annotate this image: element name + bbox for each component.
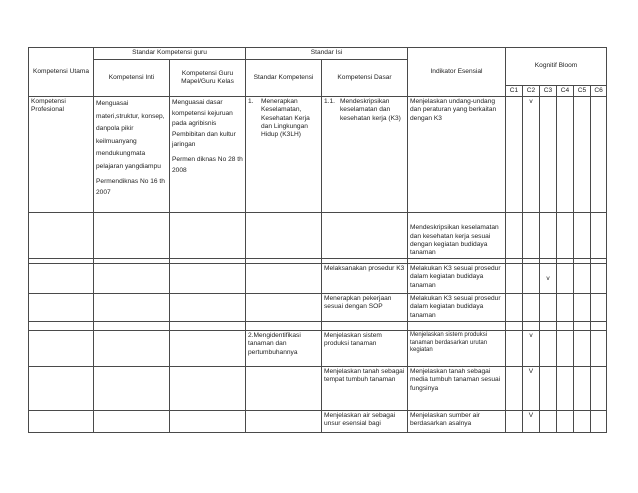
indikator-cell: Melakukan K3 sesuai prosedur dalam kegiatan budidaya tanaman bbox=[408, 294, 506, 322]
c2-check: V bbox=[523, 367, 540, 411]
indikator-cell: Mendeskripsikan keselamatan dan kesehatan kerja sesuai dengan kegiatan budidaya tanaman bbox=[408, 213, 506, 259]
kompetensi-guru-cell bbox=[170, 97, 246, 213]
header-c1: C1 bbox=[506, 86, 523, 97]
kompetensi-dasar-cell: Menjelaskan tanah sebagai tempat tumbuh tanaman bbox=[322, 367, 408, 411]
header-c6: C6 bbox=[591, 86, 607, 97]
kompetensi-inti-ref: Permendiknas No 16 th 2007 bbox=[96, 178, 165, 196]
kompetensi-dasar-text: Mendeskripsikan keselamatan dan kesehatan kerja (K3) bbox=[340, 98, 401, 122]
sk-number: 1. bbox=[248, 98, 254, 106]
kompetensi-inti-text: Menguasai materi,struktur, konsep, danpola pikir keilmuanyang mendukungmata pelajaran yangdiampu bbox=[96, 100, 165, 170]
standar-kompetensi-text: Mengidentifikasi tanaman dan pertumbuhannya bbox=[248, 332, 301, 356]
kompetensi-dasar-cell: Menjelaskan sistem produksi tanaman bbox=[322, 331, 408, 367]
competency-table bbox=[28, 47, 607, 433]
indikator-cell: Menjelaskan sumber air berdasarkan asalnya bbox=[408, 411, 506, 433]
table-row bbox=[29, 97, 607, 213]
indikator-cell: Menjelaskan undang-undang dan peraturan yang berkaitan dengan K3 bbox=[408, 97, 506, 213]
table-row bbox=[29, 367, 607, 411]
header-standar-isi: Standar Isi bbox=[246, 48, 408, 60]
standar-kompetensi-cell bbox=[246, 97, 322, 213]
c2-check: v bbox=[523, 97, 540, 213]
header-c3: C3 bbox=[540, 86, 557, 97]
kompetensi-inti-cell bbox=[94, 97, 170, 213]
table-row bbox=[29, 322, 607, 331]
kompetensi-guru-text: Menguasai dasar kompetensi kejuruan pada agribisnis Pembibitan dan kultur jaringan bbox=[172, 99, 236, 149]
kompetensi-utama-cell: Kompetensi Profesional bbox=[29, 97, 94, 213]
header-c5: C5 bbox=[574, 86, 591, 97]
table-row bbox=[29, 264, 607, 294]
standar-kompetensi-text: Menerapkan Keselamatan, Kesehatan Kerja dan Lingkungan Hidup (K3LH) bbox=[261, 98, 310, 139]
header-c2: C2 bbox=[523, 86, 540, 97]
c2-check: V bbox=[523, 411, 540, 433]
kompetensi-guru-ref: Permen diknas No 28 th 2008 bbox=[172, 155, 243, 174]
header-kompetensi-utama: Kompetensi Utama bbox=[29, 48, 94, 97]
indikator-cell: Menjelaskan tanah sebagai media tumbuh tanaman sesuai fungsinya bbox=[408, 367, 506, 411]
header-kompetensi-inti: Kompetensi Inti bbox=[94, 60, 170, 97]
table-row bbox=[29, 331, 607, 367]
header-standar-kompetensi: Standar Kompetensi bbox=[246, 60, 322, 97]
kompetensi-dasar-cell: Melaksanakan prosedur K3 bbox=[322, 264, 408, 294]
kd-number: 1.1. bbox=[324, 98, 335, 106]
header-standar-kompetensi-guru: Standar Kompetensi guru bbox=[94, 48, 246, 60]
header-kognitif-bloom: Kognitif Bloom bbox=[506, 48, 607, 86]
table-row bbox=[29, 213, 607, 259]
indikator-cell: Menjelaskan sistem produksi tanaman berdasarkan urutan kegiatan bbox=[408, 331, 506, 367]
sk-number: 2. bbox=[248, 332, 254, 340]
kompetensi-dasar-cell: Menerapkan pekerjaan sesuai dengan SOP bbox=[322, 294, 408, 322]
standar-kompetensi-cell bbox=[246, 331, 322, 367]
header-indikator-esensial: Indikator Esensial bbox=[408, 48, 506, 97]
table-row bbox=[29, 411, 607, 433]
header-kompetensi-dasar: Kompetensi Dasar bbox=[322, 60, 408, 97]
c3-check: v bbox=[540, 264, 557, 294]
header-kompetensi-guru-mapel: Kompetensi Guru Mapel/Guru Kelas bbox=[170, 60, 246, 97]
table-row bbox=[29, 294, 607, 322]
c2-check: v bbox=[523, 331, 540, 367]
indikator-cell: Melakukan K3 sesuai prosedur dalam kegiatan budidaya tanaman bbox=[408, 264, 506, 294]
kompetensi-dasar-cell bbox=[322, 97, 408, 213]
kompetensi-dasar-cell: Menjelaskan air sebagai unsur esensial bagi bbox=[322, 411, 408, 433]
header-c4: C4 bbox=[557, 86, 574, 97]
